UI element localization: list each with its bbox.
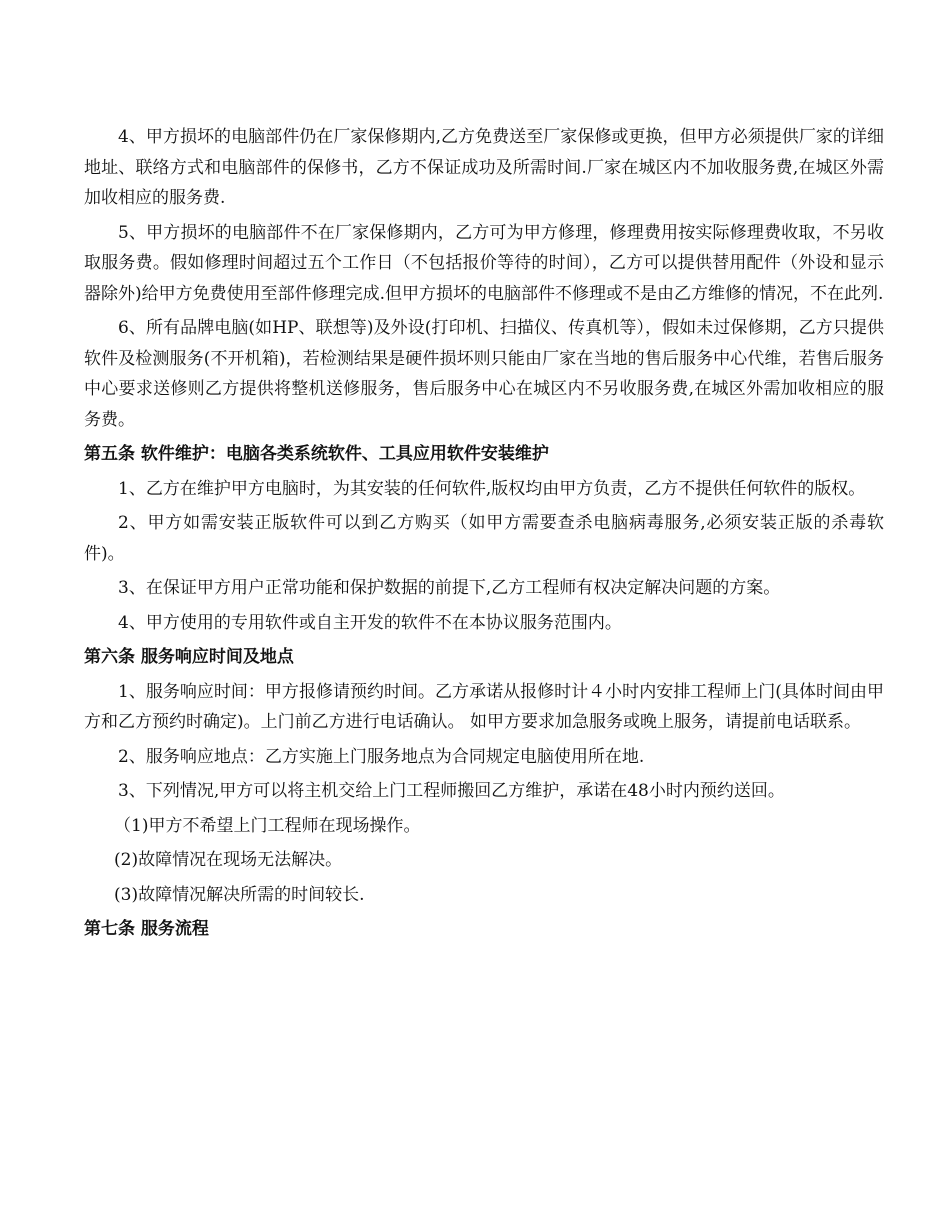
section5-item-1: 1、乙方在维护甲方电脑时，为其安装的任何软件,版权均由甲方负责，乙方不提供任何软件的版权。 (118, 478, 866, 499)
section6-item-2: 2、服务响应地点：乙方实施上门服务地点为合同规定电脑使用所在地. (118, 746, 645, 767)
document-page (84, 122, 884, 949)
section-heading-6: 第六条 服务响应时间及地点 (84, 647, 294, 667)
section5-item-4: 4、甲方使用的专用软件或自主开发的软件不在本协议服务范围内。 (118, 612, 622, 633)
section6-subitem-3: (3)故障情况解决所需的时间较长. (114, 884, 365, 905)
paragraph-item-5: 5、甲方损坏的电脑部件不在厂家保修期内，乙方可为甲方修理，修理费用按实际修理费收取，不另收取服务费。假如修理时间超过五个工作日（不包括报价等待的时间），乙方可以提供替用配件（外设和显示器除外)给甲方免费使用至部件修理完成.但甲方损坏的电脑部件不修理或不是由乙方维修的情况，不在此列. (84, 222, 884, 304)
section-heading-5: 第五条 软件维护：电脑各类系统软件、工具应用软件安装维护 (84, 444, 549, 464)
section5-item-3: 3、在保证甲方用户正常功能和保护数据的前提下,乙方工程师有权决定解决问题的方案。 (118, 578, 781, 598)
section-heading-7: 第七条 服务流程 (84, 919, 209, 939)
section6-item-1: 1、服务响应时间：甲方报修请预约时间。乙方承诺从报修时计４小时内安排工程师上门(具体时间由甲方和乙方预约时确定)。上门前乙方进行电话确认。 如甲方要求加急服务或晚上服务，请提前电话联系。 (84, 681, 884, 732)
section5-item-2: 2、甲方如需安装正版软件可以到乙方购买（如甲方需要查杀电脑病毒服务,必须安装正版的杀毒软件)。 (84, 513, 884, 564)
paragraph-item-4: 4、甲方损坏的电脑部件仍在厂家保修期内,乙方免费送至厂家保修或更换，但甲方必须提供厂家的详细地址、联络方式和电脑部件的保修书，乙方不保证成功及所需时间.厂家在城区内不加收服务费,在城区外需加收相应的服务费. (84, 127, 884, 208)
paragraph-item-6: 6、所有品牌电脑(如HP、联想等)及外设(打印机、扫描仪、传真机等），假如未过保修期，乙方只提供软件及检测服务(不开机箱)，若检测结果是硬件损坏则只能由厂家在当地的售后服务中心代维，若售后服务中心要求送修则乙方提供将整机送修服务，售后服务中心在城区内不另收服务费,在城区外需加收相应的服务费。 (84, 318, 884, 430)
section6-subitem-1: （1)甲方不希望上门工程师在现场操作。 (114, 815, 421, 836)
section6-item-3: 3、下列情况,甲方可以将主机交给上门工程师搬回乙方维护，承诺在48小时内预约送回。 (118, 781, 785, 801)
section6-subitem-2: (2)故障情况在现场无法解决。 (114, 850, 343, 870)
